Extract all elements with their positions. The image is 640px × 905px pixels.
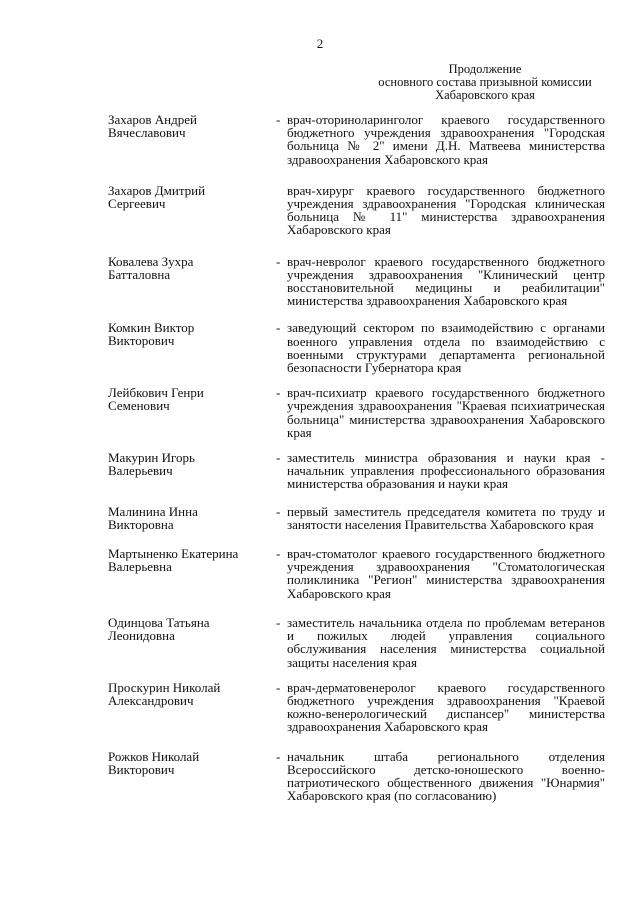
member-entry	[108, 321, 608, 374]
member-entry	[108, 750, 608, 803]
member-position: заведующий сектором по взаимодействию с органами военного управления отдела по взаимодействию с военными структурами департамента региональной безопасности Губернатора края	[287, 320, 605, 376]
member-position: первый заместитель председателя комитета по труду и занятости населения Правительства Хабаровского края	[287, 503, 605, 532]
member-name	[108, 451, 268, 477]
member-patronymic: Валерьевич	[108, 463, 173, 479]
member-position: заместитель министра образования и науки края - начальник управления профессионального образования министерства образования и науки края	[287, 450, 605, 492]
member-dash: -	[276, 679, 281, 695]
member-dash: -	[276, 320, 281, 336]
member-patronymic: Семенович	[108, 398, 170, 414]
member-name	[108, 184, 268, 210]
member-name	[108, 255, 268, 281]
member-name	[108, 113, 268, 139]
member-surname-firstname: Макурин Игорь	[108, 450, 195, 466]
member-patronymic: Викторович	[108, 333, 175, 349]
member-patronymic: Александрович	[108, 692, 194, 708]
member-entry	[108, 616, 608, 669]
member-patronymic: Вячеславович	[108, 125, 186, 140]
member-surname-firstname: Малинина Инна	[108, 503, 198, 519]
member-surname-firstname: Ковалева Зухра	[108, 253, 194, 269]
member-name	[108, 547, 268, 573]
continuation-line: Продолжение	[448, 62, 522, 76]
member-entry	[108, 681, 608, 734]
member-dash: -	[276, 450, 281, 466]
member-entry	[108, 255, 608, 308]
member-surname-firstname: Захаров Андрей	[108, 112, 197, 127]
commission-member-list	[108, 112, 608, 804]
member-patronymic: Валерьевна	[108, 559, 172, 575]
member-position: врач-хирург краевого государственного бюджетного учреждения здравоохранения "Городская клиническая больница № 11" министерства здравоохранения Хабаровского края	[287, 182, 605, 238]
member-patronymic: Викторовна	[108, 516, 174, 532]
member-patronymic: Батталовна	[108, 266, 171, 282]
member-position: врач-оториноларинголог краевого государственного бюджетного учреждения здравоохранения "Городская больница № 2" имени Д.Н. Матвеева министерства здравоохранения Хабаровского края	[287, 112, 605, 167]
member-surname-firstname: Лейбкович Генри	[108, 385, 204, 401]
member-name	[108, 386, 268, 412]
member-position: врач-психиатр краевого государственного бюджетного учреждения здравоохранения "Краевая психиатрическая больница" министерства здравоохранения Хабаровского края	[287, 385, 605, 440]
member-patronymic: Сергеевич	[108, 195, 166, 211]
member-dash: -	[276, 385, 281, 401]
member-name	[108, 750, 268, 776]
member-surname-firstname: Проскурин Николай	[108, 679, 221, 695]
member-surname-firstname: Рожков Николай	[108, 748, 200, 764]
member-dash: -	[276, 748, 281, 764]
member-surname-firstname: Захаров Дмитрий	[108, 182, 206, 198]
member-name	[108, 616, 268, 642]
continuation-header	[360, 63, 610, 102]
member-entry	[108, 547, 608, 600]
member-position: врач-невролог краевого государственного бюджетного учреждения здравоохранения "Клинический центр восстановительной медицины и реабилитации" министерства здравоохранения Хабаровского края	[287, 253, 605, 309]
member-entry	[108, 386, 608, 439]
member-name	[108, 321, 268, 347]
member-surname-firstname: Одинцова Татьяна	[108, 614, 210, 630]
member-dash: -	[276, 503, 281, 519]
continuation-line: основного состава призывной комиссии	[378, 75, 592, 89]
member-dash: -	[276, 112, 281, 127]
member-entry	[108, 505, 608, 531]
page-number: 2	[316, 36, 324, 51]
member-position: начальник штаба регионального отделения Всероссийского детско-юношеского военно-патриотического общественного движения "Юнармия" Хабаровского края (по согласованию)	[287, 748, 605, 804]
member-dash: -	[276, 614, 281, 630]
member-dash: -	[276, 546, 281, 562]
continuation-line: Хабаровского края	[435, 88, 535, 102]
member-position: врач-дерматовенеролог краевого государственного бюджетного учреждения здравоохранения "Краевой кожно-венерологический диспансер" министерства здравоохранения Хабаровского края	[287, 679, 605, 735]
member-surname-firstname: Мартыненко Екатерина	[108, 546, 239, 562]
member-surname-firstname: Комкин Виктор	[108, 320, 195, 336]
member-entry	[108, 113, 608, 166]
member-entry	[108, 451, 608, 491]
member-patronymic: Леонидовна	[108, 627, 175, 643]
member-name	[108, 681, 268, 707]
member-entry	[108, 184, 608, 237]
member-position: врач-стоматолог краевого государственного бюджетного учреждения здравоохранения "Стоматологическая поликлиника "Регион" министерства здравоохранения Хабаровского края	[287, 546, 605, 601]
member-name	[108, 505, 268, 531]
member-position: заместитель начальника отдела по проблемам ветеранов и пожилых людей управления социального обслуживания населения министерства социальной защиты населения края	[287, 614, 605, 670]
member-dash: -	[276, 253, 281, 269]
member-patronymic: Викторович	[108, 761, 175, 777]
